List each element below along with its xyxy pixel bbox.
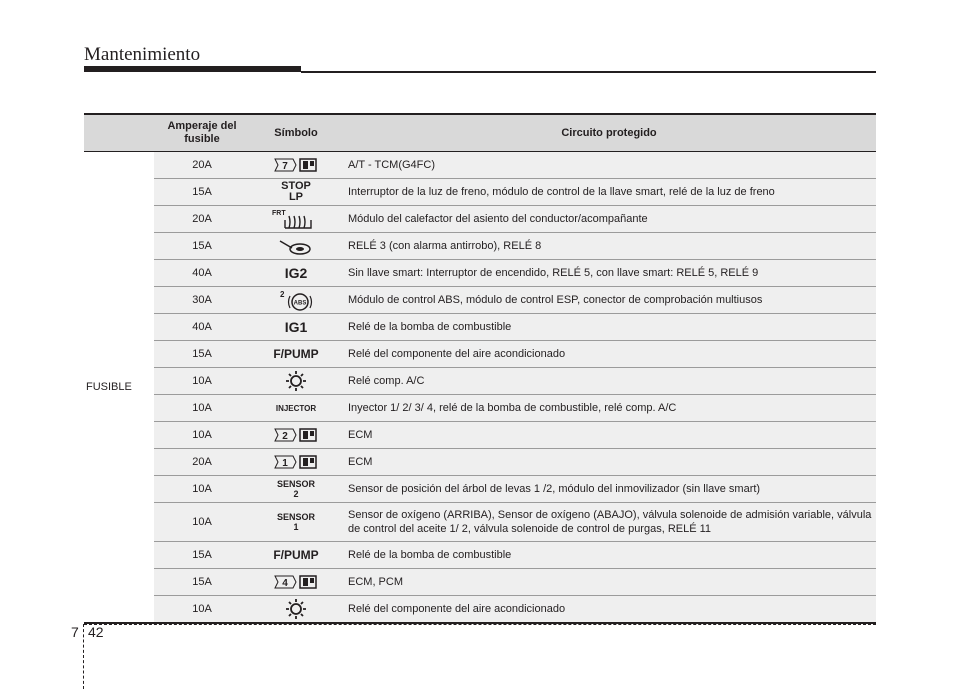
svg-text:FRT: FRT — [272, 210, 286, 217]
symbol — [250, 422, 342, 449]
svg-text:7: 7 — [282, 161, 288, 172]
symbol — [250, 341, 342, 368]
symbol — [250, 569, 342, 596]
circuit-text: Interruptor de la luz de freno, módulo de control de la llave smart, relé de la luz de freno — [342, 179, 876, 206]
amperage: 20A — [154, 152, 250, 179]
symbol — [250, 314, 342, 341]
symbol — [250, 179, 342, 206]
amperage: 10A — [154, 476, 250, 503]
amperage: 15A — [154, 233, 250, 260]
ecu-2-icon — [272, 427, 320, 443]
ig1-symbol: IG1 — [284, 319, 308, 335]
symbol — [250, 395, 342, 422]
header-rule-thin — [301, 71, 876, 73]
circuit-text: Sensor de oxígeno (ARRIBA), Sensor de oxígeno (ABAJO), válvula solenoide de admisión variable, válvula de control del aceite 1/ 2, válvula solenoide de control de purgas, RELÉ 11 — [342, 503, 876, 542]
amperage: 40A — [154, 314, 250, 341]
amperage: 10A — [154, 596, 250, 624]
footer-rule — [84, 624, 876, 625]
footer-divider — [83, 624, 84, 689]
symbol — [250, 542, 342, 569]
symbol — [250, 596, 342, 624]
ac-sun-icon — [284, 598, 308, 620]
table-row — [84, 503, 876, 542]
sensor-2-symbol: SENSOR 2 — [276, 478, 315, 499]
header-circuit: Circuito protegido — [342, 114, 876, 152]
symbol — [250, 152, 342, 179]
circuit-text: Relé del componente del aire acondicionado — [342, 596, 876, 624]
amperage: 10A — [154, 503, 250, 542]
fuse-table — [84, 113, 876, 624]
circuit-text: ECM — [342, 422, 876, 449]
circuit-text: Relé de la bomba de combustible — [342, 314, 876, 341]
svg-text:ABS: ABS — [293, 300, 307, 307]
amperage: 10A — [154, 422, 250, 449]
table-row — [84, 179, 876, 206]
table-row — [84, 152, 876, 179]
ecu-1-icon — [272, 454, 320, 470]
ecu-4-icon — [272, 574, 320, 590]
fpump-symbol: F/PUMP — [273, 347, 319, 361]
circuit-text: Sin llave smart: Interruptor de encendido, RELÉ 5, con llave smart: RELÉ 5, RELÉ 9 — [342, 260, 876, 287]
table-row — [84, 596, 876, 624]
injector-symbol: INJECTOR — [275, 404, 317, 413]
table-row — [84, 542, 876, 569]
seat-heater-icon — [271, 208, 321, 230]
fpump-symbol: F/PUMP — [273, 548, 319, 562]
symbol — [250, 503, 342, 542]
svg-text:4: 4 — [282, 578, 288, 589]
amperage: 30A — [154, 287, 250, 314]
amperage: 20A — [154, 206, 250, 233]
table-row — [84, 422, 876, 449]
sensor-1-symbol: SENSOR 1 — [276, 511, 315, 532]
ecu-7-icon — [272, 157, 320, 173]
table-row — [84, 314, 876, 341]
symbol — [250, 206, 342, 233]
symbol — [250, 287, 342, 314]
circuit-text: Sensor de posición del árbol de levas 1 /2, módulo del inmovilizador (sin llave smart) — [342, 476, 876, 503]
fuse-type: FUSIBLE — [84, 152, 154, 624]
symbol — [250, 449, 342, 476]
amperage: 10A — [154, 395, 250, 422]
abs-2-icon — [274, 289, 318, 311]
horn-icon — [276, 237, 316, 255]
circuit-text: Inyector 1/ 2/ 3/ 4, relé de la bomba de combustible, relé comp. A/C — [342, 395, 876, 422]
header-symbol: Símbolo — [250, 114, 342, 152]
header-amperage: Amperaje del fusible — [154, 114, 250, 152]
table-row — [84, 341, 876, 368]
amperage: 40A — [154, 260, 250, 287]
symbol — [250, 476, 342, 503]
ig2-symbol: IG2 — [284, 265, 308, 281]
table-header-row — [84, 114, 876, 152]
amperage: 15A — [154, 179, 250, 206]
page-title: Mantenimiento — [84, 44, 201, 65]
circuit-text: Módulo de control ABS, módulo de control ESP, conector de comprobación multiusos — [342, 287, 876, 314]
circuit-text: Relé comp. A/C — [342, 368, 876, 395]
header-type — [84, 114, 154, 152]
circuit-text: ECM, PCM — [342, 569, 876, 596]
circuit-text: RELÉ 3 (con alarma antirrobo), RELÉ 8 — [342, 233, 876, 260]
svg-text:2: 2 — [280, 290, 285, 299]
svg-text:1: 1 — [282, 458, 288, 469]
table-row — [84, 569, 876, 596]
page-number: 42 — [88, 624, 104, 640]
circuit-text: Relé de la bomba de combustible — [342, 542, 876, 569]
header-rule — [84, 66, 301, 72]
stop-lp-symbol: STOP LP — [281, 180, 311, 203]
symbol — [250, 260, 342, 287]
amperage: 15A — [154, 341, 250, 368]
svg-text:2: 2 — [282, 431, 288, 442]
table-row — [84, 449, 876, 476]
amperage: 20A — [154, 449, 250, 476]
chapter-number: 7 — [71, 624, 79, 640]
table-row — [84, 368, 876, 395]
table-row — [84, 476, 876, 503]
circuit-text: A/T - TCM(G4FC) — [342, 152, 876, 179]
amperage: 10A — [154, 368, 250, 395]
table-row — [84, 395, 876, 422]
symbol — [250, 368, 342, 395]
table-row — [84, 206, 876, 233]
circuit-text: ECM — [342, 449, 876, 476]
ac-sun-icon — [284, 370, 308, 392]
table-row — [84, 260, 876, 287]
circuit-text: Módulo del calefactor del asiento del conductor/acompañante — [342, 206, 876, 233]
table-row — [84, 233, 876, 260]
symbol — [250, 233, 342, 260]
amperage: 15A — [154, 569, 250, 596]
table-row — [84, 287, 876, 314]
amperage: 15A — [154, 542, 250, 569]
circuit-text: Relé del componente del aire acondicionado — [342, 341, 876, 368]
